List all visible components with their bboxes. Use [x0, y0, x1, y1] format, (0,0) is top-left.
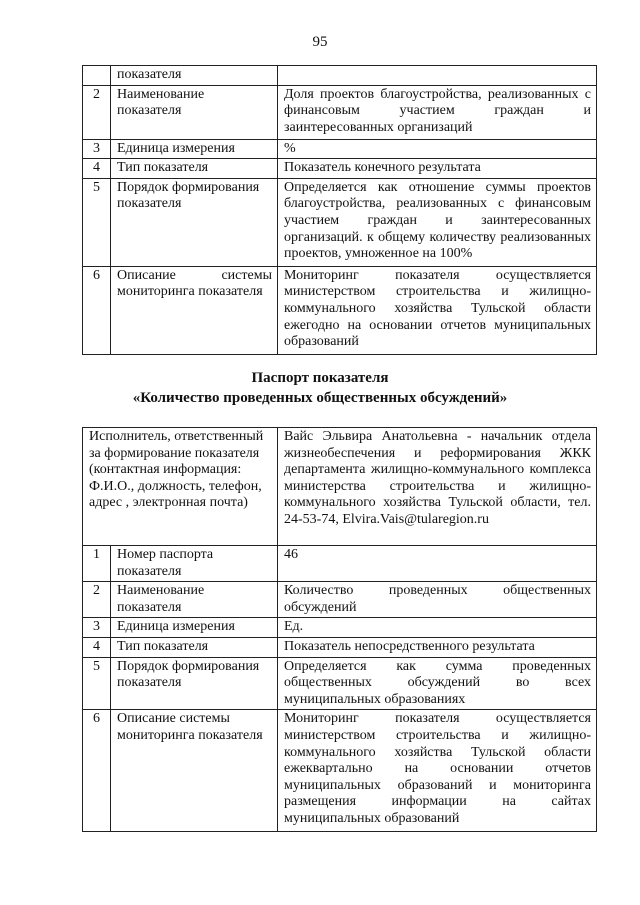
row-label: Тип показателя: [111, 159, 278, 179]
row-label: Наименование показателя: [111, 85, 278, 139]
row-number: 3: [83, 618, 111, 638]
row-value: Определяется как отношение суммы проектов благоустройства, реализованных с финансовым участием граждан и заинтересованных организаций. к общему количеству реализованных проектов, умноженное на 100%: [278, 178, 597, 266]
passport-subtitle: «Количество проведенных общественных обсуждений»: [132, 390, 508, 406]
table-row: [83, 637, 597, 657]
row-number: 1: [83, 546, 111, 582]
row-label: Единица измерения: [111, 618, 278, 638]
row-value: Ед.: [278, 618, 597, 638]
responsible-label: Исполнитель, ответственный за формирование показателя (контактная информация: Ф.И.О., должность, телефон, адрес , электронная почта): [83, 428, 278, 546]
table-row: [83, 66, 597, 86]
row-number: 4: [83, 637, 111, 657]
row-label: Номер паспорта показателя: [111, 546, 278, 582]
row-number: 4: [83, 159, 111, 179]
row-label: показателя: [111, 66, 278, 86]
table-row: [83, 266, 597, 354]
row-label: Описание системы мониторинга показателя: [111, 710, 278, 832]
table-row: [83, 618, 597, 638]
row-label: Порядок формирования показателя: [111, 178, 278, 266]
passport-heading: [0, 368, 640, 408]
table-row: [83, 178, 597, 266]
row-value: Количество проведенных общественных обсуждений: [278, 582, 597, 618]
table-row: [83, 657, 597, 710]
table-row: [83, 428, 597, 546]
row-label: Описание системы мониторинга показателя: [111, 266, 278, 354]
passport-title: Паспорт показателя: [251, 370, 389, 386]
row-label: Тип показателя: [111, 637, 278, 657]
table-row: [83, 85, 597, 139]
row-value: Доля проектов благоустройства, реализованных с финансовым участием граждан и заинтересованных организаций: [278, 85, 597, 139]
row-label: Единица измерения: [111, 139, 278, 159]
row-value: Показатель конечного результата: [278, 159, 597, 179]
row-number: 2: [83, 85, 111, 139]
row-number: 6: [83, 710, 111, 832]
table-row: [83, 546, 597, 582]
table-row: [83, 159, 597, 179]
row-number: [83, 66, 111, 86]
row-value: Мониторинг показателя осуществляется министерством строительства и жилищно-коммунального хозяйства Тульской области ежеквартально на основании отчетов муниципальных образований и мониторинга размещения информации на сайтах муниципальных образований: [278, 710, 597, 832]
indicator-passport-table: [82, 427, 597, 832]
row-label: Порядок формирования показателя: [111, 657, 278, 710]
row-value: [278, 66, 597, 86]
row-number: 5: [83, 178, 111, 266]
row-value: %: [278, 139, 597, 159]
responsible-value: Вайс Эльвира Анатольевна - начальник отдела жизнеобеспечения и реформирования ЖКК департамента жилищно-коммунального комплекса министерства строительства и жилищно-коммунального хозяйства Тульской области, тел. 24-53-74, Elvira.Vais@tularegion.ru: [278, 428, 597, 546]
row-number: 5: [83, 657, 111, 710]
indicator-table-continued: [82, 65, 597, 355]
row-number: 6: [83, 266, 111, 354]
row-number: 2: [83, 582, 111, 618]
row-value: 46: [278, 546, 597, 582]
row-value: Мониторинг показателя осуществляется министерством строительства и жилищно-коммунального хозяйства Тульской области ежегодно на основании отчетов муниципальных образований: [278, 266, 597, 354]
table-row: [83, 139, 597, 159]
table-row: [83, 582, 597, 618]
row-label: Наименование показателя: [111, 582, 278, 618]
page-number: 95: [312, 34, 328, 50]
row-value: Показатель непосредственного результата: [278, 637, 597, 657]
table-row: [83, 710, 597, 832]
row-number: 3: [83, 139, 111, 159]
row-value: Определяется как сумма проведенных общественных обсуждений во всех муниципальных образованиях: [278, 657, 597, 710]
